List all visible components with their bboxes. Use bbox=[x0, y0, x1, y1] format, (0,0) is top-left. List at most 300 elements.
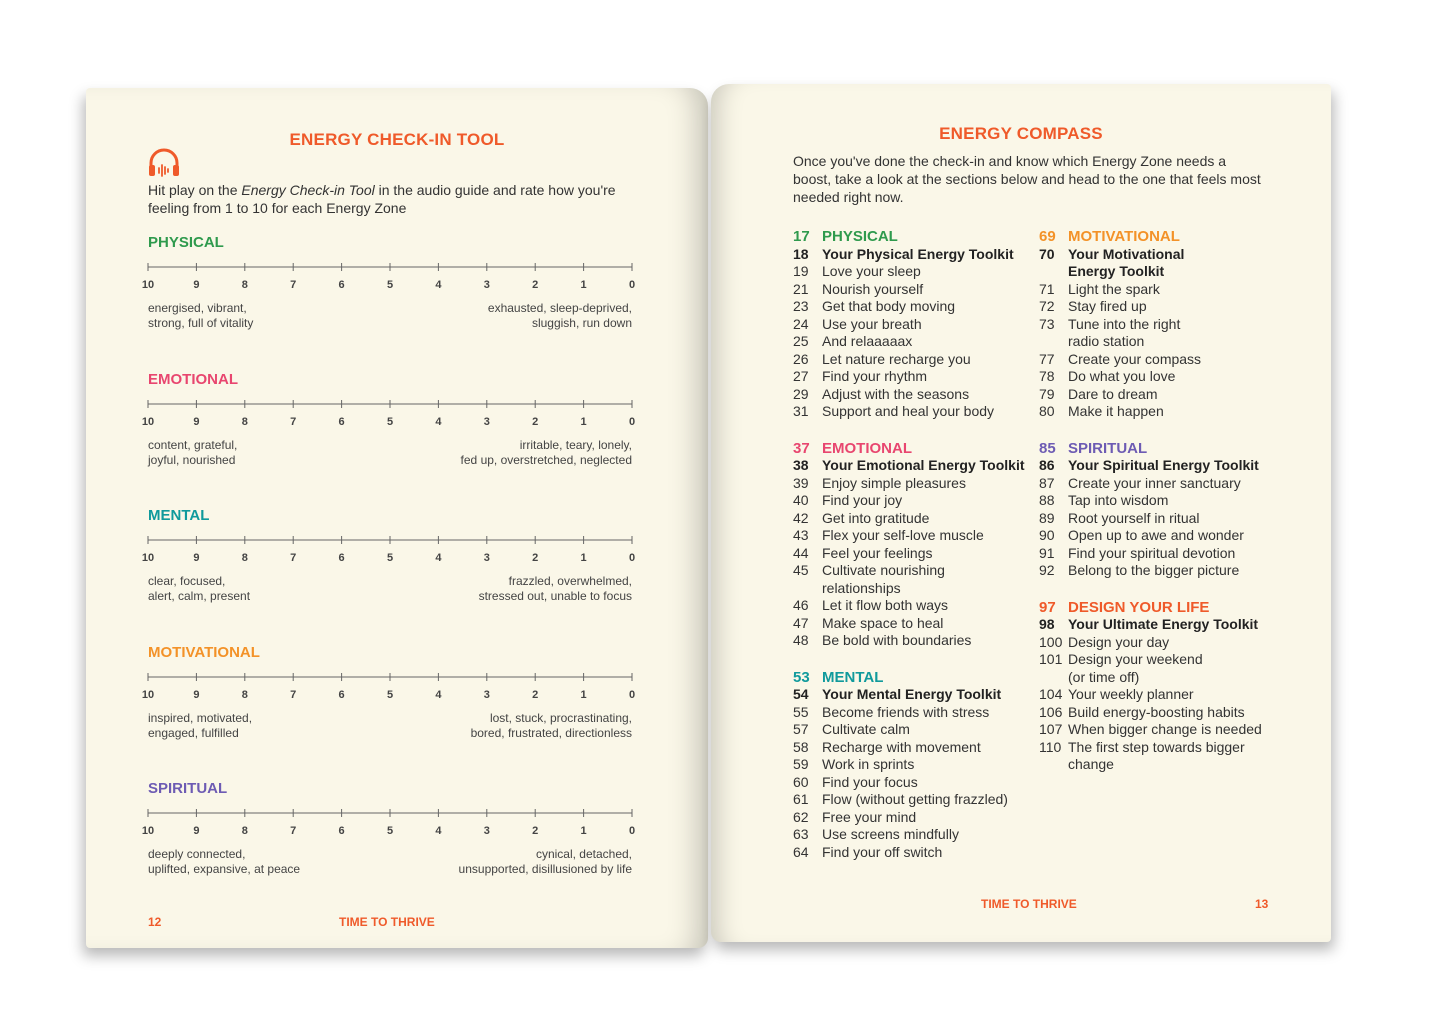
contents-entry[interactable] bbox=[1039, 475, 1279, 493]
scale-number[interactable]: 1 bbox=[580, 416, 587, 428]
low-energy-description bbox=[479, 574, 632, 604]
page-ref: 58 bbox=[793, 738, 809, 755]
entry-title: Find your focus bbox=[822, 773, 918, 790]
contents-entry[interactable] bbox=[1039, 704, 1279, 722]
page-ref bbox=[1039, 263, 1068, 281]
entry-title: Flex your self-love muscle bbox=[822, 527, 984, 543]
entry-title: Your Ultimate Energy Toolkit bbox=[1068, 616, 1259, 632]
low-energy-description bbox=[488, 301, 632, 331]
scale-number[interactable]: 7 bbox=[290, 552, 297, 564]
rating-scale[interactable] bbox=[148, 533, 632, 547]
right-page bbox=[711, 84, 1331, 942]
page-ref: 98 bbox=[1039, 616, 1055, 632]
scale-number[interactable]: 7 bbox=[290, 689, 297, 701]
description-line: sluggish, run down bbox=[531, 316, 632, 330]
description-line: exhausted, sleep-deprived, bbox=[487, 301, 632, 315]
entry-title: Design your weekend bbox=[1068, 651, 1203, 667]
entry-title: Energy Toolkit bbox=[1068, 263, 1165, 279]
scale-number[interactable]: 8 bbox=[241, 279, 248, 291]
entry-title: Find your spiritual devotion bbox=[1068, 544, 1236, 561]
zone-motivational bbox=[141, 644, 636, 764]
page-ref: 70 bbox=[1039, 245, 1055, 262]
scale-number[interactable]: 1 bbox=[580, 689, 587, 701]
page-ref: 107 bbox=[1039, 721, 1063, 737]
contents-entry[interactable] bbox=[1039, 351, 1279, 369]
entry-title: Your Motivational bbox=[1068, 245, 1185, 262]
contents-entry[interactable] bbox=[793, 721, 1033, 739]
page-ref: 88 bbox=[1039, 492, 1055, 508]
entry-title: Use screens mindfully bbox=[822, 826, 959, 842]
scale-number[interactable]: 1 bbox=[580, 825, 587, 837]
section-physical bbox=[793, 228, 1033, 421]
page-ref: 80 bbox=[1039, 403, 1055, 419]
entry-title: Tap into wisdom bbox=[1068, 492, 1169, 508]
contents-entry[interactable] bbox=[1039, 510, 1279, 528]
page-ref: 25 bbox=[793, 333, 809, 349]
page-ref: 40 bbox=[793, 492, 809, 508]
zone-title: MOTIVATIONAL bbox=[148, 644, 260, 661]
scale-number[interactable]: 7 bbox=[290, 416, 297, 428]
zone-spiritual bbox=[141, 780, 636, 900]
description-line: stressed out, unable to focus bbox=[478, 589, 632, 603]
contents-entry[interactable] bbox=[1039, 651, 1279, 669]
page-ref: 110 bbox=[1039, 738, 1062, 755]
headphones-icon bbox=[147, 148, 181, 178]
section-label: PHYSICAL bbox=[822, 228, 898, 245]
book-title-footer: TIME TO THRIVE bbox=[981, 897, 1077, 911]
scale-number[interactable]: 8 bbox=[241, 552, 248, 564]
description-line: fed up, overstretched, neglected bbox=[460, 453, 632, 467]
entry-title: Your Physical Energy Toolkit bbox=[822, 245, 1014, 262]
section-motivational bbox=[1039, 228, 1279, 421]
entry-title: Make space to heal bbox=[822, 614, 944, 631]
scale-number[interactable]: 4 bbox=[435, 279, 442, 291]
high-energy-description bbox=[148, 711, 252, 741]
page-ref: 48 bbox=[793, 632, 809, 648]
contents-entry[interactable] bbox=[1039, 386, 1279, 404]
scale-number[interactable]: 6 bbox=[338, 825, 345, 837]
scale-number[interactable]: 3 bbox=[483, 279, 490, 291]
page-ref: 71 bbox=[1039, 280, 1055, 297]
section-heading[interactable] bbox=[1039, 599, 1279, 617]
page-ref: 27 bbox=[793, 368, 809, 384]
contents-entry[interactable] bbox=[793, 316, 1033, 334]
zone-mental bbox=[141, 507, 636, 627]
page-ref: 23 bbox=[793, 298, 809, 314]
entry-title: Get into gratitude bbox=[822, 509, 930, 526]
entry-title: Flow (without getting frazzled) bbox=[822, 791, 1008, 807]
page-ref: 79 bbox=[1039, 385, 1055, 402]
contents-entry[interactable] bbox=[793, 492, 1033, 510]
rating-scale[interactable] bbox=[148, 670, 632, 684]
contents-entry[interactable] bbox=[1039, 263, 1279, 281]
entry-title: Belong to the bigger picture bbox=[1068, 562, 1240, 578]
high-energy-description bbox=[148, 438, 237, 468]
page-ref: 104 bbox=[1039, 686, 1063, 702]
description-line: joyful, nourished bbox=[148, 453, 236, 467]
scale-number[interactable]: 2 bbox=[532, 552, 539, 564]
contents-entry[interactable] bbox=[793, 686, 1033, 704]
page-ref: 55 bbox=[793, 703, 809, 720]
page-ref: 17 bbox=[793, 228, 810, 245]
contents-entry[interactable] bbox=[793, 809, 1033, 827]
entry-title: Find your off switch bbox=[822, 843, 943, 860]
entry-title: Create your compass bbox=[1068, 350, 1202, 367]
description-line: inspired, motivated, bbox=[148, 711, 253, 725]
page-ref: 106 bbox=[1039, 703, 1063, 720]
page-ref: 38 bbox=[793, 457, 809, 473]
scale-number[interactable]: 2 bbox=[532, 825, 539, 837]
scale-number[interactable]: 4 bbox=[435, 689, 442, 701]
section-label: MENTAL bbox=[822, 668, 884, 686]
scale-labels bbox=[141, 552, 636, 566]
entry-title: Recharge with movement bbox=[822, 738, 981, 755]
contents-entry[interactable] bbox=[793, 632, 1033, 650]
scale-number[interactable]: 7 bbox=[290, 825, 297, 837]
section-heading[interactable] bbox=[1039, 440, 1279, 458]
entry-title: Root yourself in ritual bbox=[1068, 509, 1200, 526]
zone-title: SPIRITUAL bbox=[148, 780, 228, 797]
page-ref: 63 bbox=[793, 826, 809, 842]
scale-number[interactable]: 5 bbox=[386, 416, 394, 428]
entry-title: Tune into the right bbox=[1068, 315, 1181, 332]
page-ref: 89 bbox=[1039, 509, 1055, 526]
description-line: unsupported, disillusioned by life bbox=[458, 862, 632, 876]
page-ref: 90 bbox=[1039, 527, 1055, 543]
scale-number[interactable]: 0 bbox=[628, 279, 636, 291]
scale-number[interactable]: 0 bbox=[628, 825, 636, 837]
scale-number[interactable]: 9 bbox=[193, 689, 200, 701]
page-number: 13 bbox=[1255, 897, 1269, 911]
page-ref: 77 bbox=[1039, 350, 1055, 367]
section-heading[interactable] bbox=[793, 440, 1033, 458]
contents-entry[interactable] bbox=[1039, 492, 1279, 510]
scale-number[interactable]: 4 bbox=[435, 825, 442, 837]
scale-number[interactable]: 9 bbox=[193, 416, 200, 428]
page-ref: 42 bbox=[793, 509, 809, 526]
contents-entry[interactable] bbox=[793, 527, 1033, 545]
entry-title: Your Emotional Energy Toolkit bbox=[822, 457, 1025, 473]
section-heading[interactable] bbox=[1039, 228, 1279, 246]
page-ref: 57 bbox=[793, 721, 809, 737]
contents-entry[interactable] bbox=[793, 756, 1033, 774]
page-title: ENERGY CHECK-IN TOOL bbox=[289, 130, 505, 149]
contents-entry[interactable] bbox=[793, 510, 1033, 528]
contents-entry[interactable] bbox=[1039, 333, 1279, 351]
entry-title: Cultivate nourishing bbox=[822, 562, 945, 578]
left-page bbox=[86, 88, 708, 948]
entry-title: change bbox=[1068, 756, 1114, 772]
intro-text: Once you've done the check-in and know which Energy Zone needs a boost, take a look at the sections below and head to the one that feels most needed right now. bbox=[793, 153, 1261, 205]
contents-entry[interactable] bbox=[793, 386, 1033, 404]
high-energy-description bbox=[148, 847, 300, 877]
scale-number[interactable]: 6 bbox=[338, 279, 345, 291]
entry-title: Love your sleep bbox=[822, 263, 921, 279]
scale-number[interactable]: 3 bbox=[483, 825, 490, 837]
scale-number[interactable]: 3 bbox=[483, 416, 490, 428]
page-ref: 54 bbox=[793, 686, 809, 702]
entry-title: Your weekly planner bbox=[1068, 686, 1194, 702]
rating-scale[interactable] bbox=[148, 397, 632, 411]
page-ref: 60 bbox=[793, 773, 809, 790]
contents-entry[interactable] bbox=[793, 580, 1033, 598]
page-ref: 29 bbox=[793, 385, 809, 402]
description-line: deeply connected, bbox=[148, 847, 246, 861]
entry-title: The first step towards bigger bbox=[1068, 738, 1245, 755]
entry-title: Enjoy simple pleasures bbox=[822, 474, 966, 491]
description-line: bored, frustrated, directionless bbox=[470, 726, 632, 740]
section-heading[interactable] bbox=[793, 228, 1033, 246]
page-ref: 78 bbox=[1039, 368, 1055, 384]
contents-entry[interactable] bbox=[793, 791, 1033, 809]
scale-labels bbox=[141, 416, 636, 430]
contents-entry[interactable] bbox=[793, 475, 1033, 493]
entry-title: relationships bbox=[822, 579, 901, 596]
description-line: cynical, detached, bbox=[535, 847, 632, 861]
contents-entry[interactable] bbox=[793, 263, 1033, 281]
contents-entry[interactable] bbox=[793, 704, 1033, 722]
page-ref: 92 bbox=[1039, 562, 1055, 578]
entry-title: Cultivate calm bbox=[822, 721, 910, 737]
scale-number[interactable]: 1 bbox=[580, 552, 587, 564]
page-ref: 97 bbox=[1039, 598, 1056, 616]
contents-entry[interactable] bbox=[1039, 686, 1279, 704]
entry-title: Stay fired up bbox=[1068, 298, 1147, 314]
scale-number[interactable]: 10 bbox=[141, 279, 155, 291]
contents-entry[interactable] bbox=[1039, 616, 1279, 634]
entry-title: Feel your feelings bbox=[822, 544, 933, 561]
contents-entry[interactable] bbox=[793, 615, 1033, 633]
entry-title: Make it happen bbox=[1068, 403, 1164, 419]
scale-number[interactable]: 9 bbox=[193, 825, 200, 837]
entry-title: Let it flow both ways bbox=[822, 597, 949, 613]
contents-entry[interactable] bbox=[1039, 739, 1279, 757]
contents-entry[interactable] bbox=[1039, 457, 1279, 475]
section-label: DESIGN YOUR LIFE bbox=[1068, 598, 1210, 616]
entry-title: Adjust with the seasons bbox=[822, 385, 970, 402]
page-ref: 19 bbox=[793, 263, 809, 279]
section-design-your-life bbox=[1039, 599, 1279, 774]
page-ref bbox=[1039, 669, 1068, 687]
contents-entry[interactable] bbox=[793, 545, 1033, 563]
page-ref: 86 bbox=[1039, 457, 1055, 473]
contents-entry[interactable] bbox=[1039, 669, 1279, 687]
section-heading[interactable] bbox=[793, 669, 1033, 687]
entry-title: Design your day bbox=[1068, 633, 1170, 650]
entry-title: Find your joy bbox=[822, 492, 903, 508]
contents-entry[interactable] bbox=[793, 774, 1033, 792]
scale-number[interactable]: 5 bbox=[386, 279, 394, 291]
contents-entry[interactable] bbox=[793, 298, 1033, 316]
entry-title: Open up to awe and wonder bbox=[1068, 527, 1244, 543]
description-line: strong, full of vitality bbox=[148, 316, 254, 330]
entry-title: Support and heal your body bbox=[822, 403, 995, 419]
scale-number[interactable]: 6 bbox=[338, 416, 345, 428]
scale-number[interactable]: 6 bbox=[338, 689, 345, 701]
description-line: uplifted, expansive, at peace bbox=[148, 862, 301, 876]
description-line: engaged, fulfilled bbox=[148, 726, 239, 740]
contents-entry[interactable] bbox=[793, 457, 1033, 475]
scale-labels bbox=[141, 825, 636, 839]
scale-number[interactable]: 0 bbox=[628, 689, 636, 701]
entry-title: Build energy-boosting habits bbox=[1068, 703, 1245, 720]
scale-number[interactable]: 0 bbox=[628, 416, 636, 428]
description-line: content, grateful, bbox=[148, 438, 238, 452]
contents-entry[interactable] bbox=[1039, 634, 1279, 652]
page-ref: 18 bbox=[793, 245, 809, 262]
scale-number[interactable]: 10 bbox=[141, 552, 155, 564]
page-ref: 69 bbox=[1039, 228, 1056, 245]
section-label: SPIRITUAL bbox=[1068, 439, 1148, 457]
page-number: 12 bbox=[148, 915, 162, 929]
scale-number[interactable]: 3 bbox=[483, 689, 490, 701]
contents-entry[interactable] bbox=[793, 333, 1033, 351]
scale-number[interactable]: 6 bbox=[338, 552, 345, 564]
entry-title: Do what you love bbox=[1068, 368, 1176, 384]
zone-title: PHYSICAL bbox=[148, 234, 224, 251]
entry-title: (or time off) bbox=[1068, 668, 1140, 685]
page-ref: 37 bbox=[793, 439, 810, 457]
low-energy-description bbox=[461, 438, 632, 468]
scale-number[interactable]: 10 bbox=[141, 689, 155, 701]
entry-title: Find your rhythm bbox=[822, 368, 928, 384]
page-ref: 91 bbox=[1039, 544, 1055, 561]
contents-entry[interactable] bbox=[1039, 562, 1279, 580]
entry-title: Dare to dream bbox=[1068, 385, 1158, 402]
scale-number[interactable]: 10 bbox=[141, 825, 155, 837]
page-ref: 61 bbox=[793, 791, 809, 807]
page-ref: 21 bbox=[793, 280, 809, 297]
scale-number[interactable]: 5 bbox=[386, 689, 394, 701]
page-ref: 73 bbox=[1039, 315, 1055, 332]
section-mental bbox=[793, 669, 1033, 862]
page-ref: 64 bbox=[793, 843, 809, 860]
scale-number[interactable]: 10 bbox=[141, 416, 155, 428]
description-line: irritable, teary, lonely, bbox=[519, 438, 632, 452]
contents-column-left bbox=[793, 228, 1033, 880]
scale-labels bbox=[141, 279, 636, 293]
description-line: alert, calm, present bbox=[148, 589, 251, 603]
contents-entry[interactable] bbox=[1039, 403, 1279, 421]
contents-entry[interactable] bbox=[1039, 298, 1279, 316]
contents-entry[interactable] bbox=[1039, 756, 1279, 774]
description-line: clear, focused, bbox=[148, 574, 226, 588]
scale-number[interactable]: 4 bbox=[435, 552, 442, 564]
contents-entry[interactable] bbox=[1039, 527, 1279, 545]
contents-entry[interactable] bbox=[793, 844, 1033, 862]
scale-number[interactable]: 2 bbox=[532, 689, 539, 701]
contents-column-right bbox=[1039, 228, 1279, 793]
entry-title: Work in sprints bbox=[822, 756, 915, 772]
page-ref: 31 bbox=[793, 403, 809, 419]
entry-title: Light the spark bbox=[1068, 280, 1160, 297]
page-ref: 44 bbox=[793, 544, 809, 561]
contents-entry[interactable] bbox=[793, 739, 1033, 757]
entry-title: Create your inner sanctuary bbox=[1068, 474, 1241, 491]
entry-title: Get that body moving bbox=[822, 298, 956, 314]
section-label: MOTIVATIONAL bbox=[1068, 228, 1180, 245]
page-ref: 62 bbox=[793, 808, 809, 825]
contents-entry[interactable] bbox=[1039, 545, 1279, 563]
scale-number[interactable]: 5 bbox=[386, 825, 394, 837]
scale-number[interactable]: 0 bbox=[628, 552, 636, 564]
entry-title: Let nature recharge you bbox=[822, 350, 971, 367]
entry-title: Free your mind bbox=[822, 808, 917, 825]
rating-scale[interactable] bbox=[148, 260, 632, 274]
entry-title: And relaaaaax bbox=[822, 333, 913, 349]
low-energy-description bbox=[471, 711, 632, 741]
contents-entry[interactable] bbox=[1039, 368, 1279, 386]
entry-title: Use your breath bbox=[822, 315, 922, 332]
page-ref: 100 bbox=[1039, 633, 1063, 650]
page-ref bbox=[793, 580, 822, 598]
section-spiritual bbox=[1039, 440, 1279, 580]
entry-title: Your Spiritual Energy Toolkit bbox=[1068, 457, 1259, 473]
page-title: ENERGY COMPASS bbox=[939, 124, 1103, 143]
scale-number[interactable]: 9 bbox=[193, 279, 200, 291]
page-ref: 46 bbox=[793, 597, 809, 613]
contents-entry[interactable] bbox=[793, 826, 1033, 844]
contents-entry[interactable] bbox=[793, 246, 1033, 264]
zone-title: EMOTIONAL bbox=[148, 371, 238, 388]
scale-number[interactable]: 7 bbox=[290, 279, 297, 291]
section-label: EMOTIONAL bbox=[822, 439, 912, 457]
zone-physical bbox=[141, 234, 636, 354]
contents-entry[interactable] bbox=[1039, 316, 1279, 334]
page-ref: 24 bbox=[793, 315, 809, 332]
contents-entry[interactable] bbox=[1039, 246, 1279, 264]
entry-title: Become friends with stress bbox=[822, 703, 990, 720]
scale-number[interactable]: 8 bbox=[241, 825, 248, 837]
page-ref: 39 bbox=[793, 474, 809, 491]
zone-emotional bbox=[141, 371, 636, 491]
scale-number[interactable]: 1 bbox=[580, 279, 587, 291]
page-ref: 53 bbox=[793, 668, 810, 686]
page-ref: 43 bbox=[793, 527, 809, 543]
scale-number[interactable]: 3 bbox=[483, 552, 490, 564]
page-ref: 59 bbox=[793, 756, 809, 772]
contents-entry[interactable] bbox=[793, 281, 1033, 299]
book-title-footer: TIME TO THRIVE bbox=[339, 915, 435, 929]
contents-entry[interactable] bbox=[793, 403, 1033, 421]
rating-scale[interactable] bbox=[148, 806, 632, 820]
contents-entry[interactable] bbox=[793, 597, 1033, 615]
scale-number[interactable]: 2 bbox=[532, 279, 539, 291]
scale-number[interactable]: 4 bbox=[435, 416, 442, 428]
scale-number[interactable]: 5 bbox=[386, 552, 394, 564]
page-ref: 26 bbox=[793, 350, 809, 367]
page-ref: 45 bbox=[793, 562, 809, 578]
contents-entry[interactable] bbox=[793, 562, 1033, 580]
description-line: lost, stuck, procrastinating, bbox=[489, 711, 632, 725]
scale-number[interactable]: 9 bbox=[193, 552, 200, 564]
high-energy-description bbox=[148, 301, 253, 331]
zone-title: MENTAL bbox=[148, 507, 210, 524]
page-ref bbox=[1039, 756, 1068, 774]
contents-entry[interactable] bbox=[793, 351, 1033, 369]
entry-title: Be bold with boundaries bbox=[822, 632, 972, 648]
contents-entry[interactable] bbox=[793, 368, 1033, 386]
scale-number[interactable]: 8 bbox=[241, 416, 248, 428]
page-ref: 87 bbox=[1039, 474, 1055, 491]
scale-number[interactable]: 2 bbox=[532, 416, 539, 428]
page-ref: 85 bbox=[1039, 439, 1056, 457]
high-energy-description bbox=[148, 574, 250, 604]
scale-number[interactable]: 8 bbox=[241, 689, 248, 701]
page-ref bbox=[1039, 333, 1068, 351]
contents-entry[interactable] bbox=[1039, 721, 1279, 739]
contents-entry[interactable] bbox=[1039, 281, 1279, 299]
